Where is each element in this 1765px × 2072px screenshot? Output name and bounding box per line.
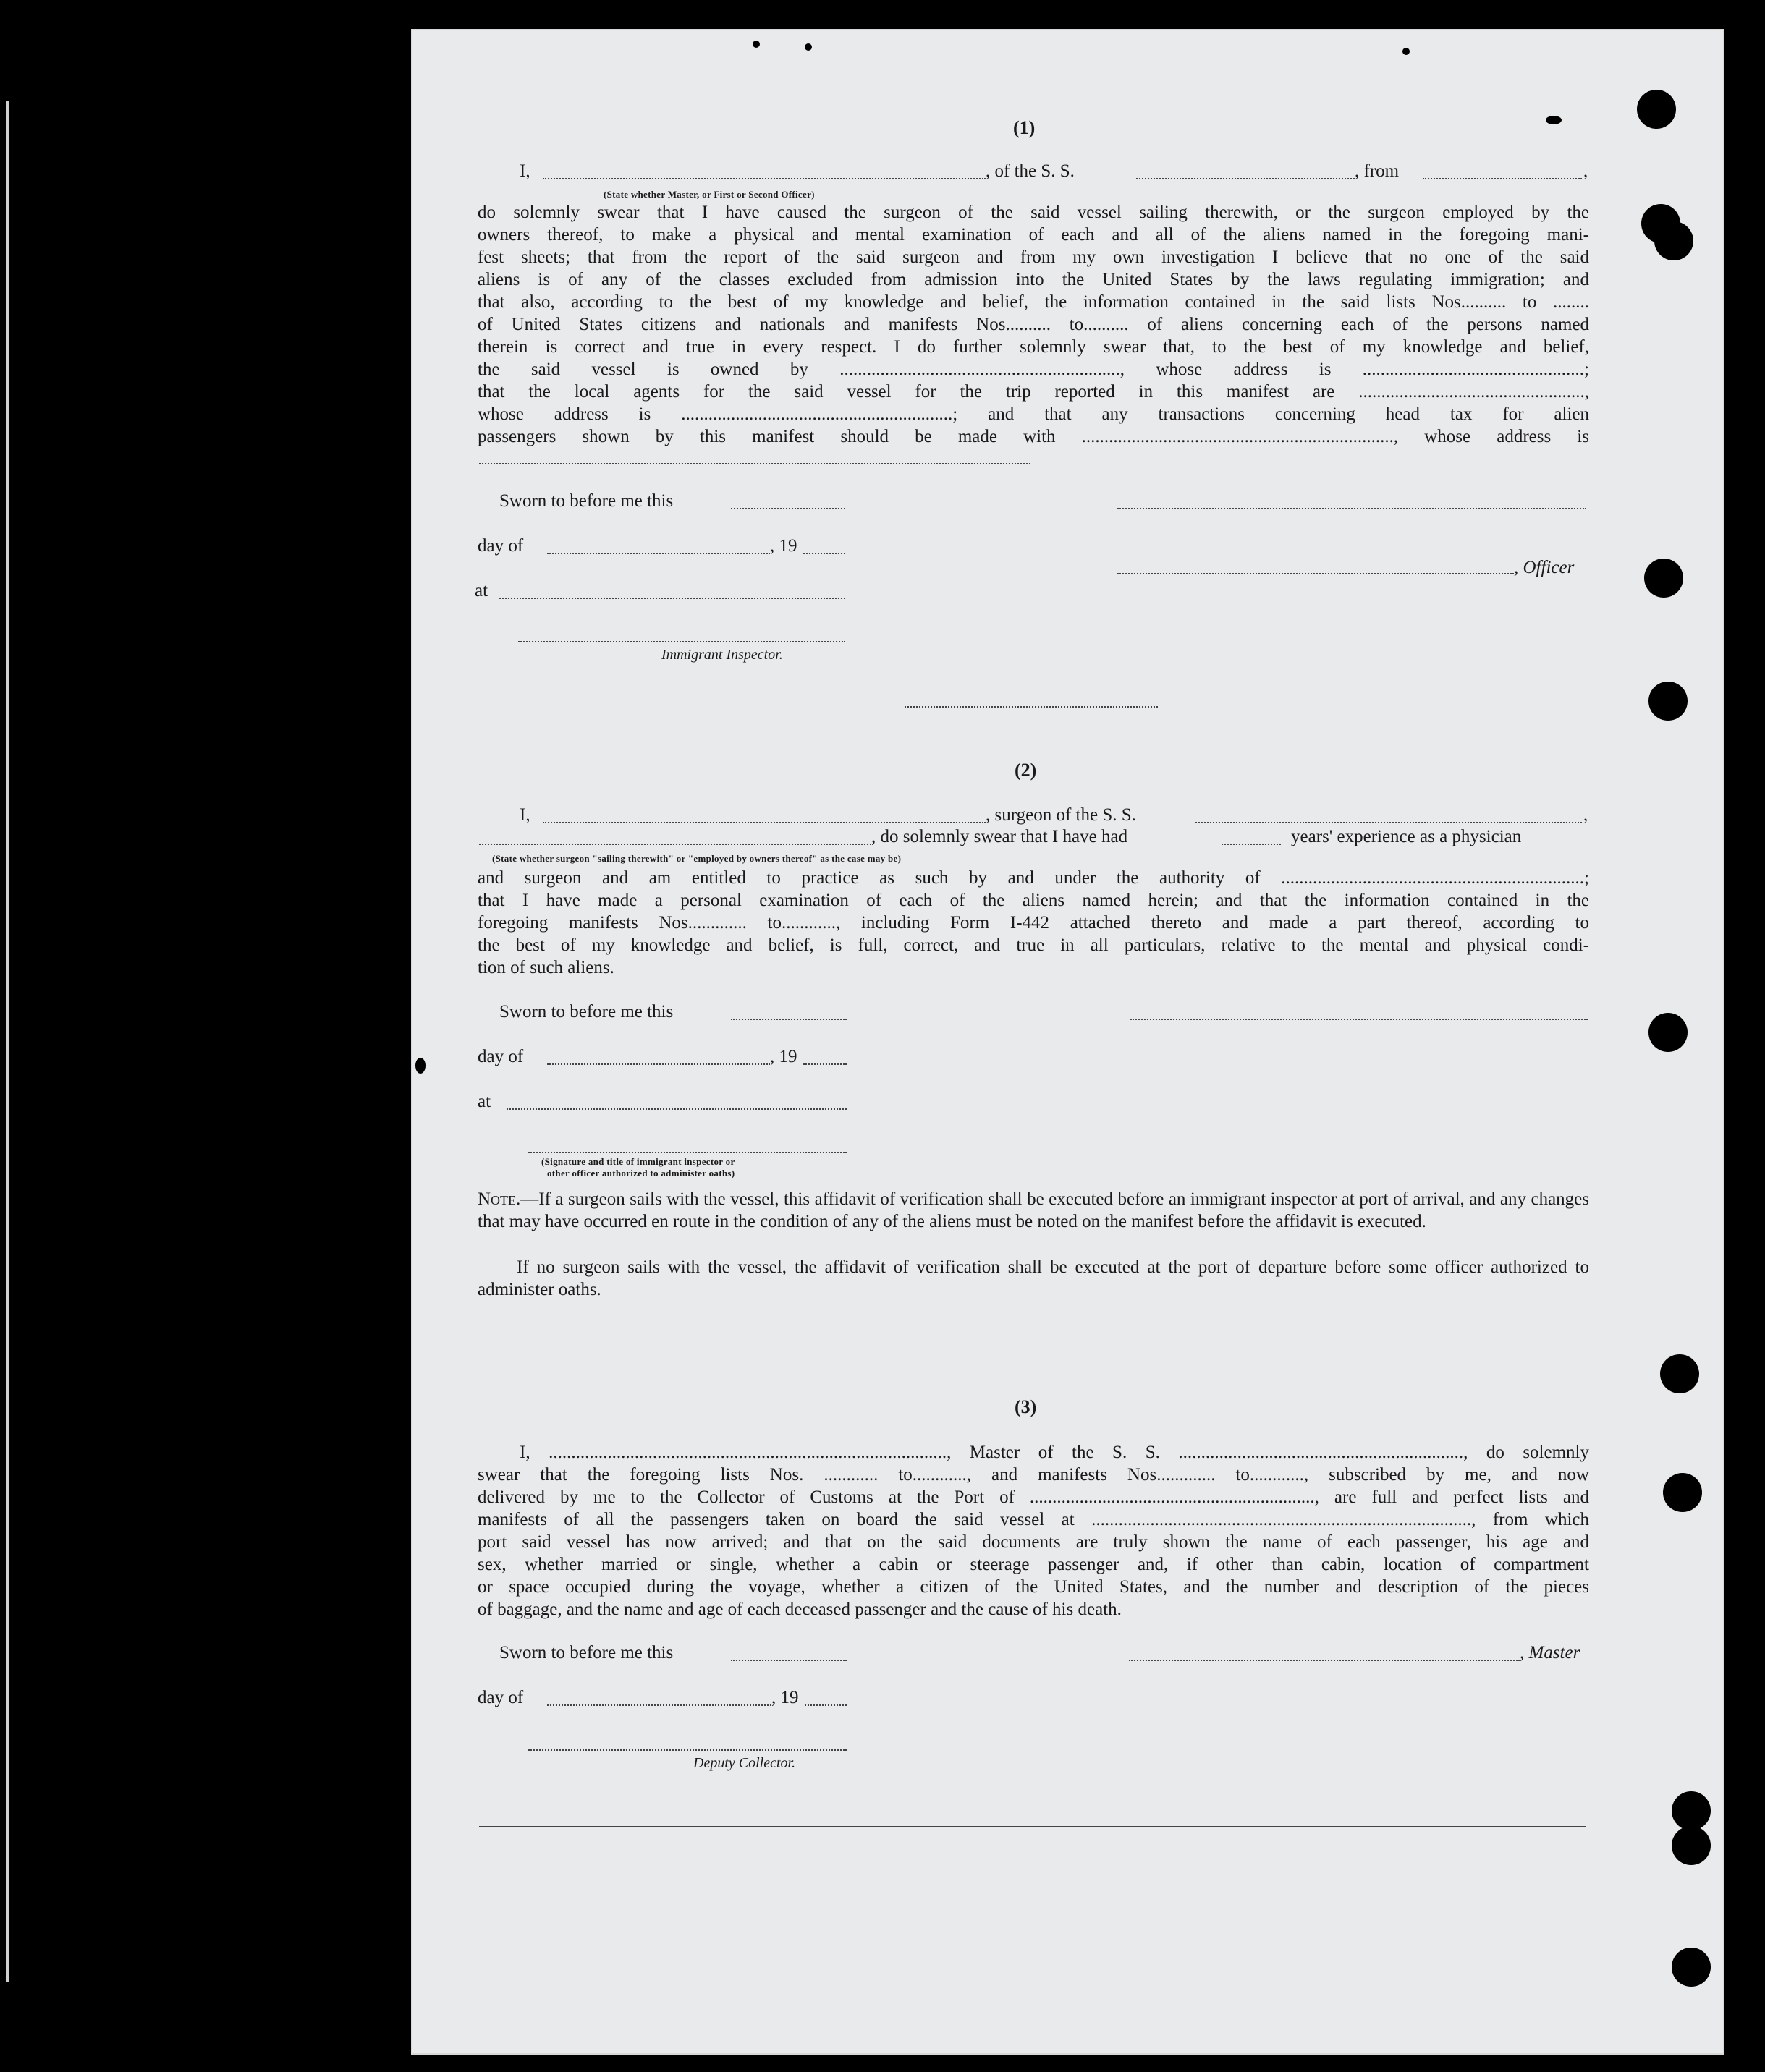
punch-hole: [1672, 1948, 1711, 1987]
section-1-of-ss: , of the S. S.: [986, 161, 1075, 181]
section-1-inspector: Immigrant Inspector.: [661, 647, 783, 663]
departure-port-field: [1423, 178, 1582, 179]
section-1-caption: (State whether Master, or First or Second Officer): [604, 189, 815, 200]
inspector-signature-line: [518, 641, 845, 642]
ink-speck: [1546, 116, 1562, 124]
surgeon-name-field: [543, 822, 986, 823]
note-text-1: —If a surgeon sails with the vessel, this affidavit of verification shall be executed before an immigrant inspector at port of arrival, and any changes that may have occurred en route in the condition of any of the aliens must be noted on the manifest before the affidavit is executed.: [478, 1189, 1589, 1231]
officer-signature-line: [1117, 508, 1586, 509]
section-3-sworn: Sworn to before me this: [499, 1643, 674, 1663]
section-1-from: , from: [1355, 161, 1400, 181]
day-field: [547, 1704, 771, 1706]
oath-line: that I have made a personal examination of each of the aliens named herein; and that the information contained in the: [478, 891, 1589, 910]
section-2-year: , 19: [770, 1047, 797, 1066]
officer-name-line: [1117, 573, 1514, 574]
punch-hole: [1663, 1473, 1702, 1512]
section-3-year: , 19: [771, 1688, 799, 1707]
section-divider: [905, 706, 1158, 708]
oath-line: fest sheets; that from the report of the said surgeon and from my own investigation I believe that no one of the said: [478, 247, 1589, 267]
punch-hole: [1648, 682, 1688, 721]
ink-speck: [805, 43, 812, 51]
day-field: [547, 1063, 770, 1065]
oath-line: the said vessel is owned by .............................................................., whose address is .................................................;: [478, 360, 1589, 379]
section-1-officer: , Officer: [1514, 558, 1575, 577]
oath-line: manifests of all the passengers taken on board the said vessel at ...................................................................................., from which: [478, 1510, 1589, 1529]
section-2-sig-caption-2: other officer authorized to administer oaths): [547, 1168, 735, 1179]
ink-speck: [1402, 48, 1410, 55]
section-2-note-2: [478, 1256, 1589, 1301]
section-3-day-of: day of: [478, 1688, 524, 1707]
place-field: [507, 1108, 847, 1110]
section-2-day-of: day of: [478, 1047, 524, 1066]
section-1-sworn: Sworn to before me this: [499, 491, 674, 511]
oath-line: do solemnly swear that I have caused the surgeon of the said vessel sailing therewith, or the surgeon employed by the: [478, 203, 1589, 222]
oath-line: that also, according to the best of my knowledge and belief, the information contained in the said lists Nos.......... to ........: [478, 292, 1589, 312]
punch-hole: [1672, 1791, 1711, 1830]
bottom-rule: [479, 1826, 1586, 1827]
section-2-comma: ,: [1583, 805, 1588, 825]
oath-line: or space occupied during the voyage, whether a citizen of the United States, and the number and description of the pieces: [478, 1577, 1589, 1597]
inspector-signature-line: [528, 1152, 847, 1153]
section-2-surgeon-ss: , surgeon of the S. S.: [986, 805, 1136, 825]
oath-line: aliens is of any of the classes excluded from admission into the United States by the laws regulating immigration; and: [478, 270, 1589, 289]
master-signature-line: [1129, 1660, 1520, 1661]
punch-hole: [1644, 559, 1683, 598]
section-2-sig-caption-1: (Signature and title of immigrant inspector or: [541, 1156, 735, 1167]
oath-line: that the local agents for the said vessel for the trip reported in this manifest are ..................................................,: [478, 382, 1589, 402]
oath-line: therein is correct and true in every respect. I do further solemnly swear that, to the best of my knowledge and belief,: [478, 337, 1589, 357]
oath-line: of baggage, and the name and age of each deceased passenger and the cause of his death.: [478, 1600, 1122, 1619]
section-2-note: [478, 1188, 1589, 1233]
year-field: [803, 553, 845, 554]
sworn-date-field: [731, 1019, 847, 1020]
section-2-years: years' experience as a physician: [1291, 827, 1522, 846]
section-3-deputy: Deputy Collector.: [693, 1755, 796, 1771]
ink-speck: [415, 1058, 426, 1074]
oath-line: passengers shown by this manifest should be made with ....................................................................., whose address is: [478, 427, 1589, 446]
section-3-oath-text: [478, 1441, 1589, 1621]
sworn-date-field: [731, 1660, 847, 1661]
section-2-i: I,: [520, 805, 530, 825]
section-1-number: (1): [1013, 117, 1036, 138]
section-3-number: (3): [1015, 1396, 1037, 1417]
note-text-2: If no surgeon sails with the vessel, the affidavit of verification shall be executed at the port of departure before some officer authorized to administer oaths.: [478, 1257, 1589, 1299]
punch-hole: [1648, 1013, 1688, 1052]
oath-line: the best of my knowledge and belief, is full, correct, and true in all particulars, relative to the mental and physical condi-: [478, 935, 1589, 955]
oath-line: sex, whether married or single, whether a cabin or steerage passenger and, if other than cabin, location of compartment: [478, 1555, 1589, 1574]
section-1-i: I,: [520, 161, 530, 181]
section-2-swear: , do solemnly swear that I have had: [871, 827, 1128, 846]
section-2-caption: (State whether surgeon "sailing therewith" or "employed by owners thereof" as the case may be): [492, 853, 902, 864]
oath-line: of United States citizens and nationals and manifests Nos.......... to.......... of aliens concerning each of the persons named: [478, 315, 1589, 334]
section-2-number: (2): [1015, 760, 1037, 781]
oath-line: whose address is ............................................................; and that any transactions concerning head tax for alien: [478, 404, 1589, 424]
surgeon-status-field: [479, 844, 871, 845]
surgeon-vessel-field: [1195, 822, 1582, 823]
oath-line: tion of such aliens.: [478, 958, 614, 977]
section-1-day-of: day of: [478, 536, 524, 556]
oath-line: foregoing manifests Nos............. to............, including Form I-442 attached thereto and made a part thereof, according to: [478, 913, 1589, 933]
punch-hole: [1672, 1826, 1711, 1865]
oath-line: port said vessel has now arrived; and that on the said documents are truly shown the name of each passenger, his age and: [478, 1532, 1589, 1552]
punch-hole: [1660, 1354, 1699, 1393]
oath-line: swear that the foregoing lists Nos. ............ to............, and manifests Nos............. to............, subscribed by me, and now: [478, 1465, 1589, 1485]
punch-hole: [1637, 90, 1676, 129]
section-1-oath-text: [478, 201, 1589, 448]
oath-line: owners thereof, to make a physical and mental examination of each and all of the aliens named in the foregoing mani-: [478, 225, 1589, 245]
section-2-at: at: [478, 1092, 491, 1111]
years-field: [1222, 844, 1281, 845]
section-2-sworn: Sworn to before me this: [499, 1002, 674, 1022]
section-1-at: at: [475, 581, 488, 600]
oath-line: delivered by me to the Collector of Customs at the Port of ..............................................................., are full and perfect lists and: [478, 1487, 1589, 1507]
deputy-signature-line: [528, 1749, 847, 1751]
punch-hole: [1654, 221, 1693, 260]
oath-line: and surgeon and am entitled to practice as such by and under the authority of ...................................................................;: [478, 868, 1589, 888]
vessel-name-field: [1136, 178, 1355, 179]
ink-speck: [753, 41, 760, 48]
section-3-master: , Master: [1520, 1643, 1580, 1663]
officer-rank-field: [543, 178, 986, 179]
note-label: Note.: [478, 1189, 521, 1209]
section-1-year: , 19: [770, 536, 797, 556]
film-edge: [6, 101, 9, 1982]
year-field: [805, 1704, 847, 1706]
oath-line: I, ........................................................................................, Master of the S. S. ..............................................................., do solemnly: [520, 1443, 1589, 1462]
day-field: [547, 553, 770, 554]
agent-address-field: [479, 463, 1030, 464]
place-field: [499, 598, 845, 599]
year-field: [803, 1063, 847, 1065]
surgeon-signature-line: [1130, 1019, 1588, 1020]
section-1-comma: ,: [1583, 161, 1588, 181]
section-2-oath-text: [478, 867, 1589, 979]
sworn-date-field: [731, 508, 845, 509]
